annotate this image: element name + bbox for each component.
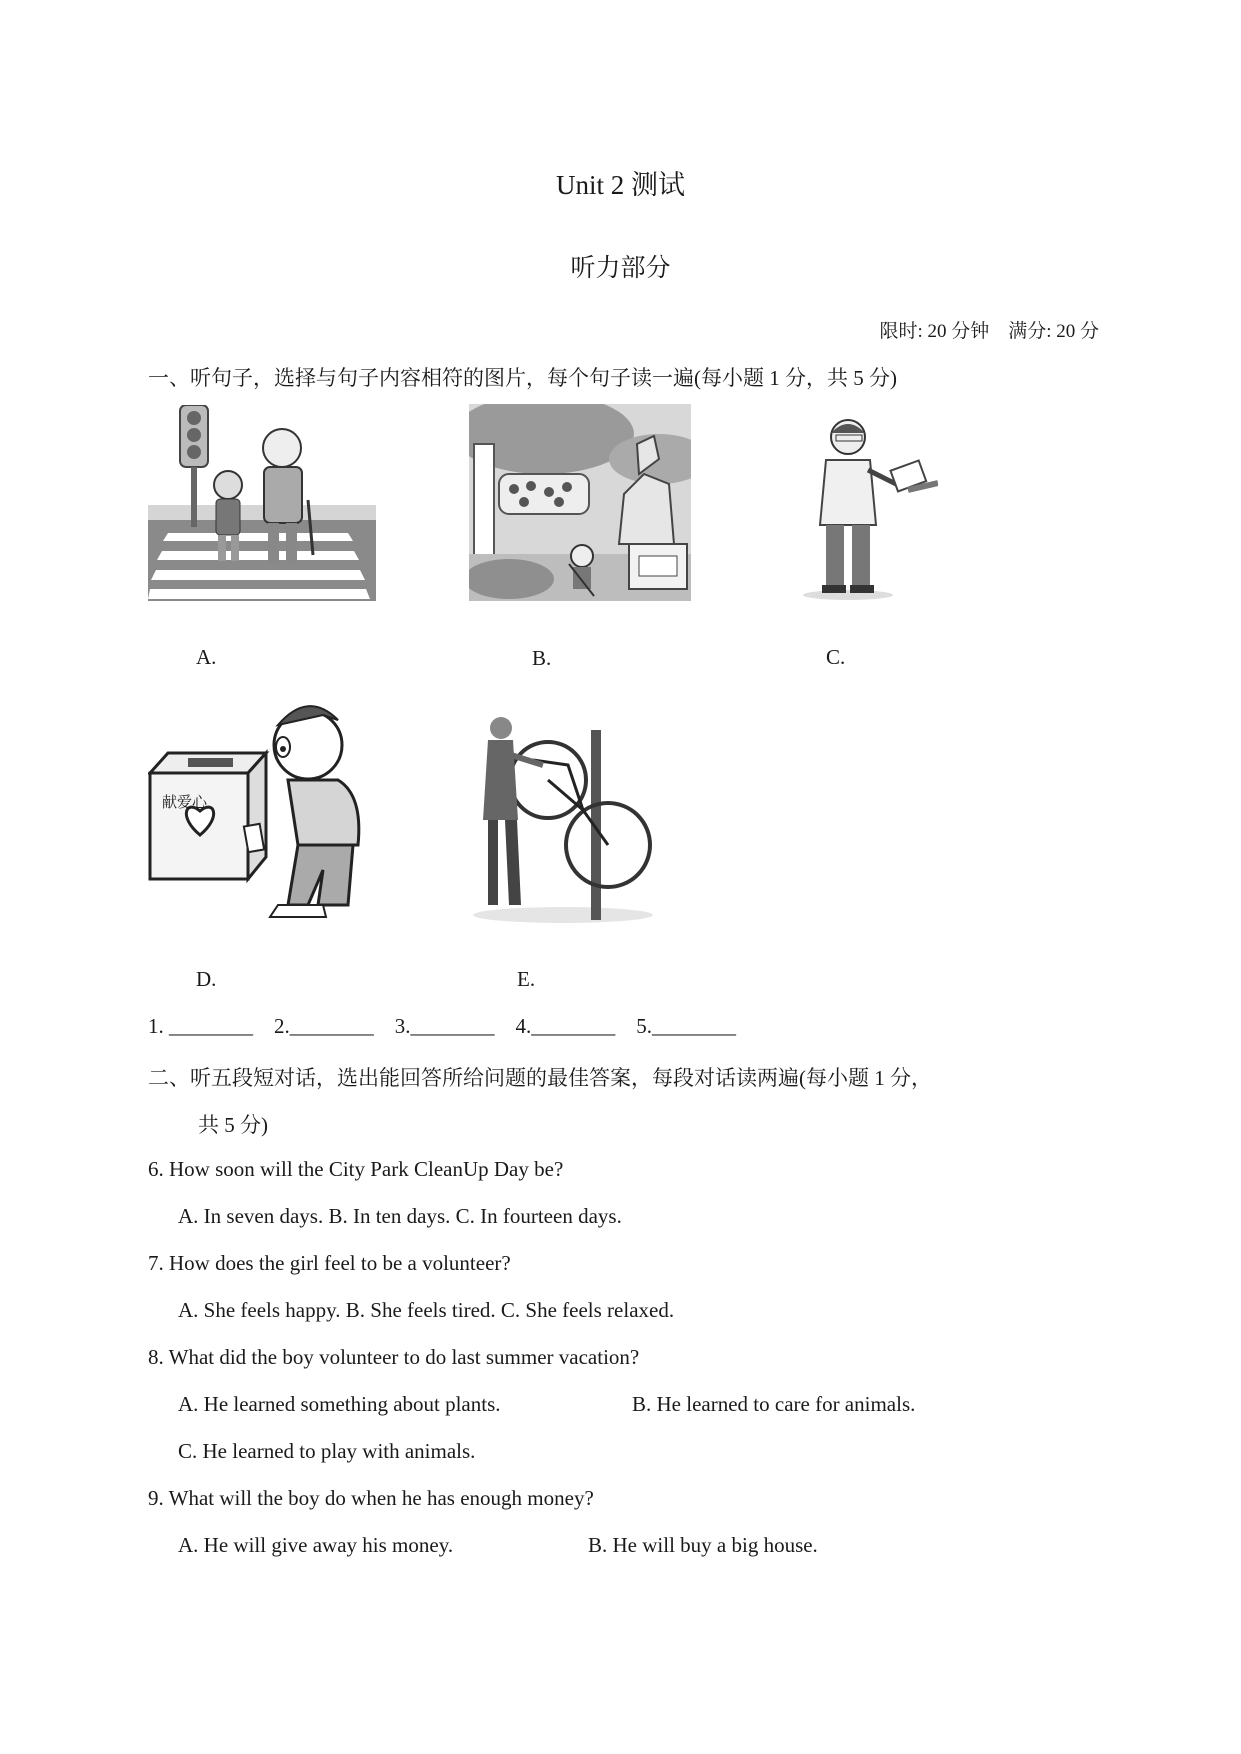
picture-b-label: B. bbox=[532, 646, 552, 670]
picture-b bbox=[469, 404, 691, 670]
question-9-option-b: B. He will buy a big house. bbox=[588, 1533, 818, 1557]
question-7: 7. How does the girl feel to be a volunteer? bbox=[148, 1251, 511, 1275]
donation-box-text: 献爱心 bbox=[162, 793, 208, 811]
question-8: 8. What did the boy volunteer to do last summer vacation? bbox=[148, 1345, 640, 1369]
giving-paper-icon bbox=[798, 415, 938, 600]
question-6-options: A. In seven days. B. In ten days. C. In fourteen days. bbox=[178, 1204, 622, 1228]
answer-blanks: 1. ________ 2.________ 3.________ 4.________ 5.________ bbox=[148, 1014, 736, 1038]
picture-d bbox=[148, 695, 370, 991]
question-6: 6. How soon will the City Park CleanUp Day be? bbox=[148, 1157, 564, 1181]
question-8-option-c: C. He learned to play with animals. bbox=[178, 1439, 476, 1463]
picture-e bbox=[473, 710, 658, 991]
question-8-option-b: B. He learned to care for animals. bbox=[632, 1392, 916, 1416]
question-8-option-a: A. He learned something about plants. bbox=[178, 1392, 501, 1416]
page-title: Unit 2 测试 bbox=[555, 170, 685, 200]
part2-heading-cont: 共 5 分) bbox=[198, 1113, 268, 1137]
park-cleaning-icon bbox=[469, 404, 691, 601]
picture-a bbox=[148, 405, 376, 669]
picture-c bbox=[798, 415, 938, 669]
crossing-road-icon bbox=[148, 405, 376, 601]
time-info: 限时: 20 分钟 满分: 20 分 bbox=[879, 321, 1099, 342]
question-9: 9. What will the boy do when he has enough money? bbox=[148, 1486, 594, 1510]
picture-e-label: E. bbox=[517, 967, 536, 991]
bike-repair-icon bbox=[473, 710, 658, 925]
picture-c-label: C. bbox=[826, 645, 846, 669]
part2-heading: 二、听五段短对话，选出能回答所给问题的最佳答案，每段对话读两遍(每小题 1 分， bbox=[148, 1066, 932, 1090]
question-7-options: A. She feels happy. B. She feels tired. C. She feels relaxed. bbox=[178, 1298, 675, 1322]
section-title: 听力部分 bbox=[570, 253, 671, 282]
part1-heading: 一、听句子，选择与句子内容相符的图片，每个句子读一遍(每小题 1 分，共 5 分) bbox=[148, 366, 897, 390]
picture-d-label: D. bbox=[196, 967, 217, 991]
question-9-option-a: A. He will give away his money. bbox=[178, 1533, 454, 1557]
picture-a-label: A. bbox=[196, 645, 217, 669]
